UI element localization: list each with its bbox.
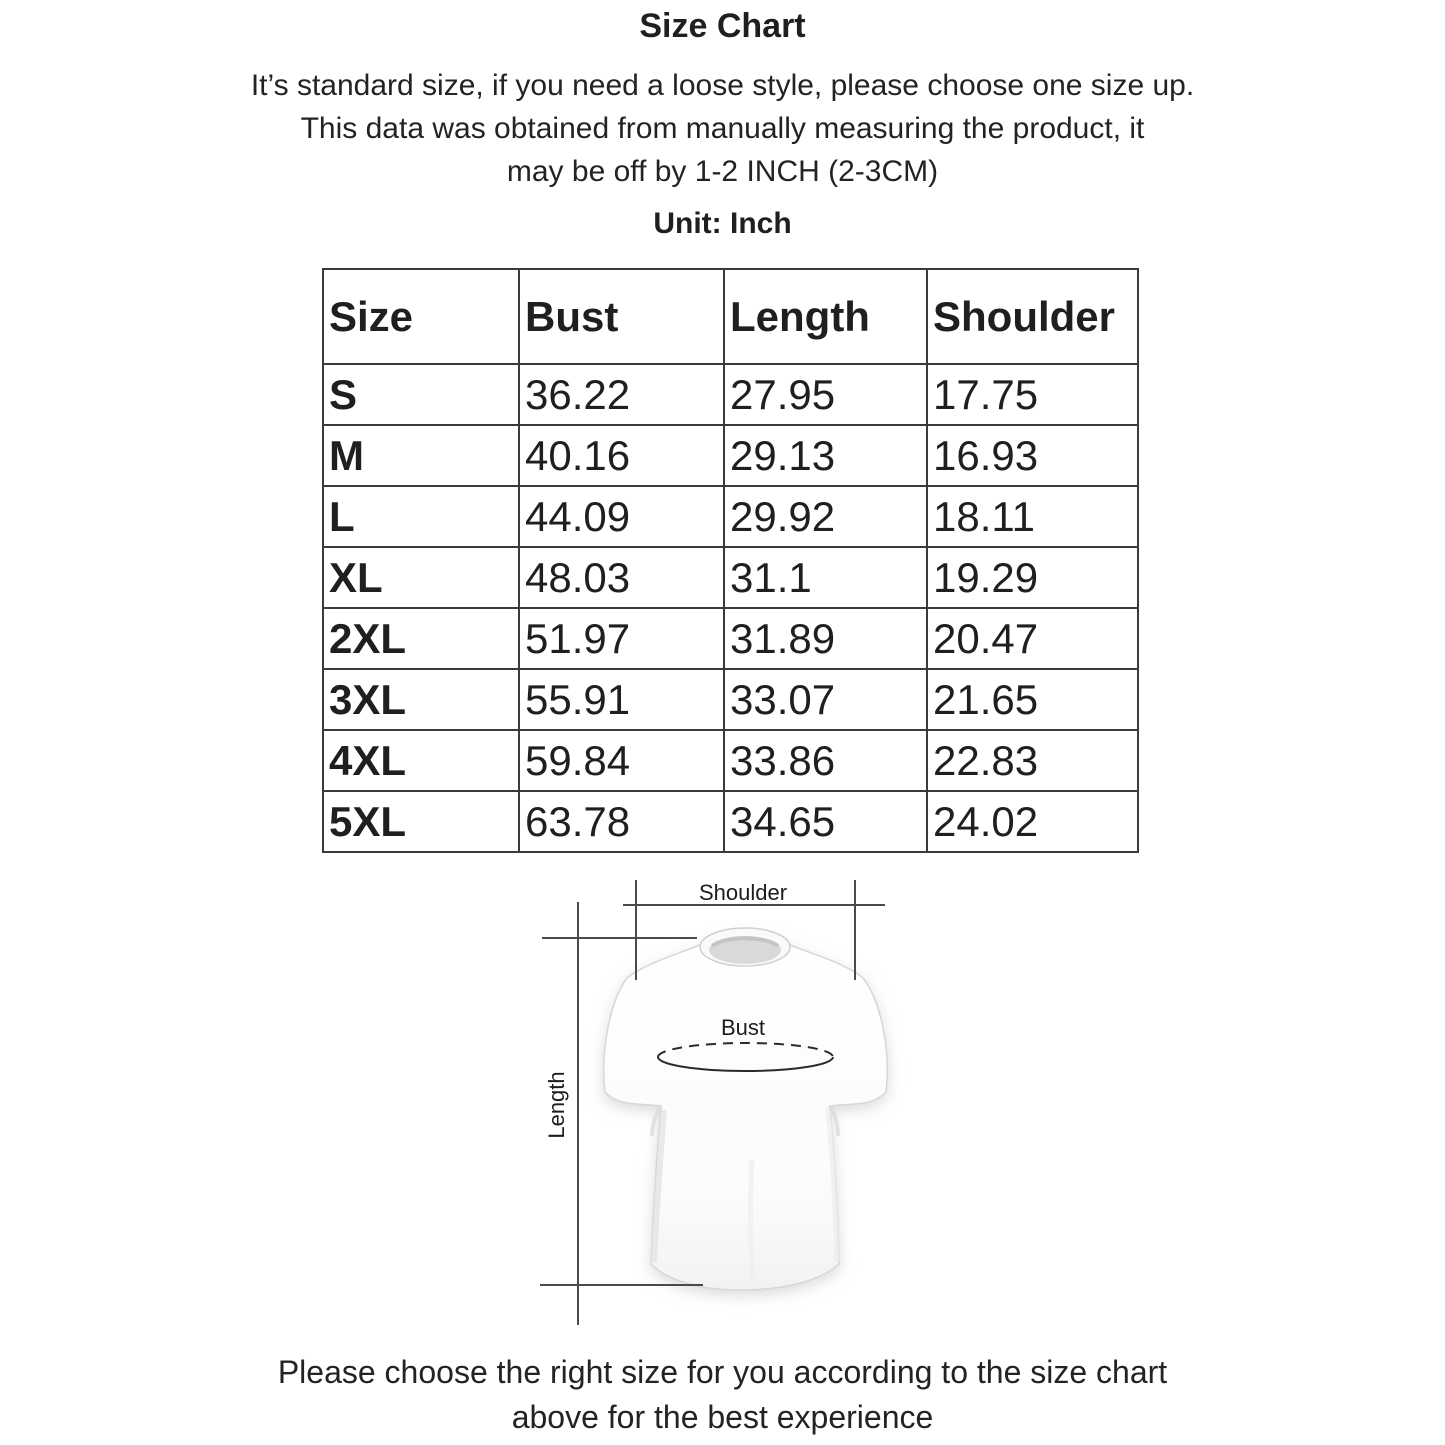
bust-label: Bust [720, 1015, 766, 1040]
table-header-row [323, 269, 1138, 364]
size-cell: 4XL [323, 730, 519, 791]
size-cell: L [323, 486, 519, 547]
table-row [323, 425, 1138, 486]
footer-line-1: Please choose the right size for you according to the size chart [277, 1354, 1168, 1390]
bust-cell: 51.97 [519, 608, 724, 669]
size-chart-description [0, 64, 1445, 193]
col-header-shoulder: Shoulder [927, 269, 1138, 364]
table-row [323, 608, 1138, 669]
table-row [323, 547, 1138, 608]
description-line-2: This data was obtained from manually measuring the product, it [300, 112, 1145, 145]
length-label: Length [544, 1071, 569, 1139]
shoulder-cell: 17.75 [927, 364, 1138, 425]
col-header-size: Size [323, 269, 519, 364]
length-cell: 33.07 [724, 669, 927, 730]
shoulder-label: Shoulder [698, 880, 788, 905]
size-cell: S [323, 364, 519, 425]
length-cell: 34.65 [724, 791, 927, 852]
shoulder-cell: 21.65 [927, 669, 1138, 730]
size-cell: XL [323, 547, 519, 608]
bust-cell: 40.16 [519, 425, 724, 486]
length-cell: 31.1 [724, 547, 927, 608]
shoulder-cell: 18.11 [927, 486, 1138, 547]
tshirt-body [604, 935, 888, 1291]
bust-cell: 55.91 [519, 669, 724, 730]
page-title: Size Chart [639, 7, 806, 45]
table-row [323, 486, 1138, 547]
length-cell: 29.13 [724, 425, 927, 486]
size-cell: 5XL [323, 791, 519, 852]
length-cell: 33.86 [724, 730, 927, 791]
footer-note [0, 1350, 1445, 1440]
shoulder-cell: 20.47 [927, 608, 1138, 669]
bust-cell: 44.09 [519, 486, 724, 547]
bust-cell: 36.22 [519, 364, 724, 425]
bust-cell: 59.84 [519, 730, 724, 791]
size-cell: 2XL [323, 608, 519, 669]
shoulder-cell: 19.29 [927, 547, 1138, 608]
table-row [323, 791, 1138, 852]
shading-center-fold [751, 1160, 753, 1280]
table-row [323, 364, 1138, 425]
table-row [323, 730, 1138, 791]
table-row [323, 669, 1138, 730]
col-header-length: Length [724, 269, 927, 364]
length-cell: 27.95 [724, 364, 927, 425]
size-cell: M [323, 425, 519, 486]
size-table [322, 268, 1139, 853]
col-header-bust: Bust [519, 269, 724, 364]
bust-cell: 48.03 [519, 547, 724, 608]
tshirt-measurement-diagram [500, 860, 1000, 1340]
description-line-3: may be off by 1-2 INCH (2-3CM) [506, 155, 939, 188]
shoulder-cell: 22.83 [927, 730, 1138, 791]
shoulder-cell: 24.02 [927, 791, 1138, 852]
description-line-1: It’s standard size, if you need a loose style, please choose one size up. [250, 69, 1195, 102]
unit-label: Unit: Inch [653, 207, 792, 240]
size-cell: 3XL [323, 669, 519, 730]
tshirt-graphic [604, 928, 888, 1290]
shoulder-cell: 16.93 [927, 425, 1138, 486]
length-cell: 31.89 [724, 608, 927, 669]
length-cell: 29.92 [724, 486, 927, 547]
bust-cell: 63.78 [519, 791, 724, 852]
size-table-container [322, 268, 1139, 853]
footer-line-2: above for the best experience [511, 1399, 934, 1435]
